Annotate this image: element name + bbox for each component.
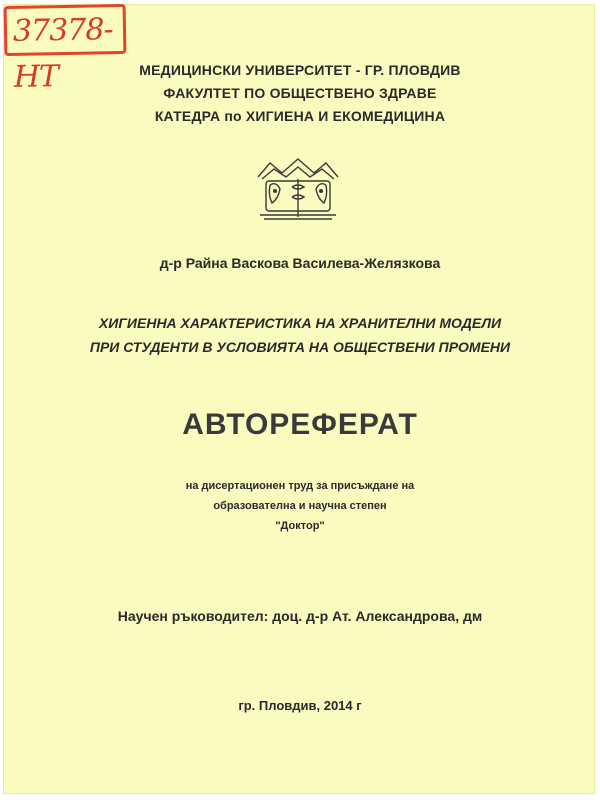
purpose-line-3: "Доктор" (275, 520, 325, 532)
header-faculty: ФАКУЛТЕТ ПО ОБЩЕСТВЕНО ЗДРАВЕ (163, 85, 437, 101)
header-university: МЕДИЦИНСКИ УНИВЕРСИТЕТ - ГР. ПЛОВДИВ (139, 62, 461, 78)
university-emblem-icon (248, 155, 348, 225)
header-department: КАТЕДРА по ХИГИЕНА И ЕКОМЕДИЦИНА (154, 108, 446, 124)
archive-stamp: 37378-НТ (4, 4, 127, 56)
purpose-line-2: образователна и научна степен (213, 500, 387, 512)
author-name: д-р Райна Васкова Василева-Желязкова (159, 255, 441, 271)
purpose-line-1: на дисертационен труд за присъждане на (185, 480, 415, 492)
place-and-year: гр. Пловдив, 2014 г (238, 698, 362, 713)
document-type-title: АВТОРЕФЕРАТ (182, 408, 418, 441)
thesis-title-line-1: ХИГИЕННА ХАРАКТЕРИСТИКА НА ХРАНИТЕЛНИ МОДЕЛИ (98, 315, 502, 331)
thesis-title-line-2: ПРИ СТУДЕНТИ В УСЛОВИЯТА НА ОБЩЕСТВЕНИ ПРОМЕНИ (89, 339, 511, 355)
scientific-advisor: Научен ръководител: доц. д-р Ат. Александрова, дм (117, 608, 483, 624)
